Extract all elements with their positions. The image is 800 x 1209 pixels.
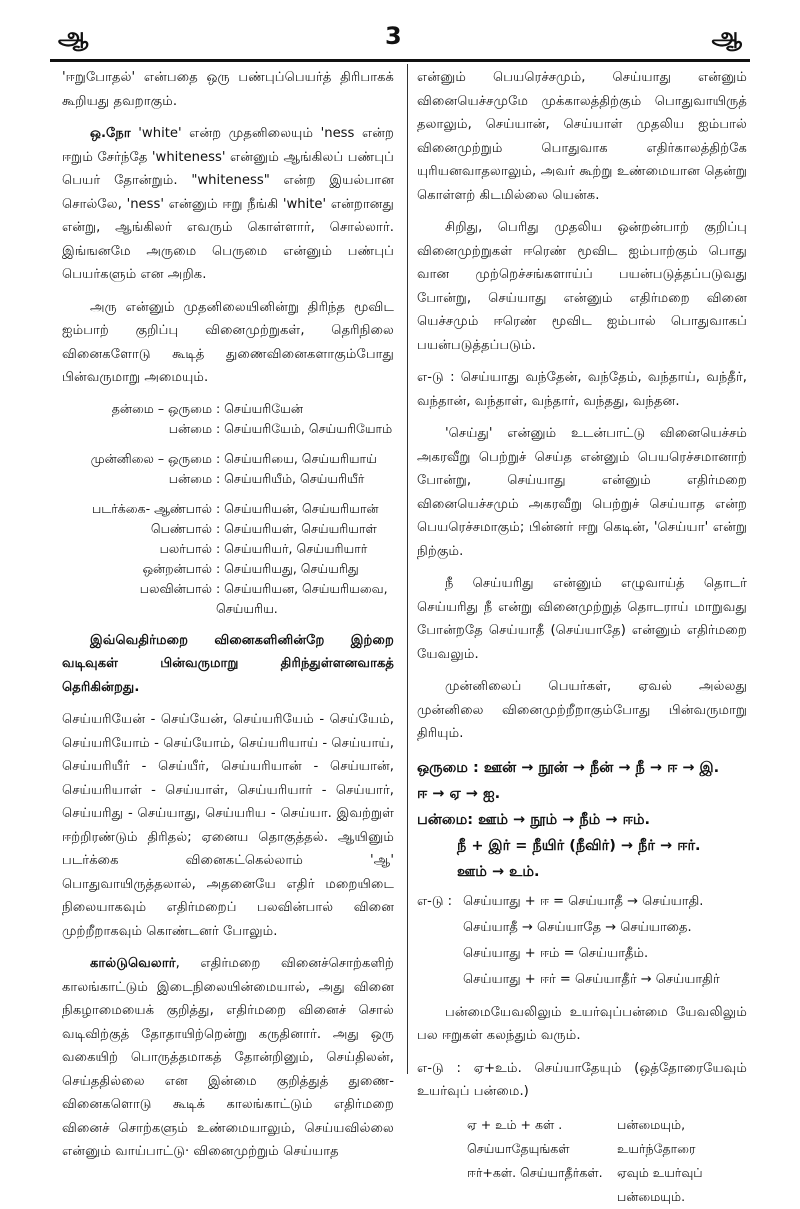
table-value: : செய்யரியேன் [216, 400, 303, 416]
paragraph: முன்னிலைப் பெயர்கள், ஏவல் அல்லது முன்னிலை வினைமுற்றீறாகும்போது பின்வருமாறு திரியும். [417, 679, 747, 741]
table-value: செய்யரிய. [216, 600, 278, 616]
paragraph: என்னும் பெயரெச்சமும், செய்யாது என்னும் வினையெச்சமுமே முக்காலத்திற்கும் பொதுவாயிருத் தலாலும், செய்யான், செய்யாள் முதலிய ஐம்பால் வினைமுற்றும் பொதுவாக எதிர்காலத்திற்கே யுரியனவாதலாலும், அவர் கூற்று உண்மையான தென்று கொள்ளற் கிடமில்லை யென்க. [417, 70, 747, 203]
paragraph [62, 122, 394, 287]
grid-cell: உயர்ந்தோரை [617, 1140, 696, 1156]
grid-cell: செய்யாதேயுங்கள் [467, 1140, 570, 1156]
equation-row [417, 889, 747, 915]
page-number: 3 [385, 22, 402, 50]
table-spacer [62, 439, 394, 449]
grid-row [467, 1137, 747, 1161]
table-label: பன்மை [168, 420, 212, 436]
right-column [417, 66, 747, 1209]
table-label: பலவின்பால் [139, 580, 212, 596]
grid-cell: ஏவும் உயர்வுப் [617, 1164, 703, 1180]
equation: செய்யாது + ஈர் = செய்யாதீர் → செய்யாதிர் [463, 971, 720, 987]
table-row [62, 469, 394, 489]
table-label: பெண்பால் [150, 520, 212, 536]
derivation-line: பன்மை: ஊம் → நூம் → நீம் → ஈம். [417, 811, 650, 828]
derivation-line: ஒருமை : ஊன் → நூன் → நீன் → நீ → ஈ → இ. [417, 759, 720, 776]
paragraph: நீ செய்யரிது என்னும் எழுவாய்த் தொடர் செய்யரிது நீ என்று வினைமுற்றுத் தொடராய் மாறுவது போன்றதே செய்யாதீ (செய்யாதே) என்னும் எதிர்மறை யேவலும். [417, 576, 747, 662]
paragraph: இவ்வெதிர்மறை வினைகளினின்றே இற்றை வடிவுகள் பின்வருமாறு திரிந்துள்ளனவாகத் தெரிகின்றது. [62, 632, 394, 695]
paragraph: 'செய்து' என்னும் உடன்பாட்டு வினையெச்சம் அகரவீறு பெற்றுச் செய்த என்னும் பெயரெச்சமானாற் போன்று, செய்யாது என்னும் எதிர்மறை வினையெச்சமும் அகரவீறு பெற்றுச் செய்யாத என்ற பெயரெச்சமாகும்; பின்னர் ஈறு கெடின், 'செய்யா' என்று நிற்கும். [417, 426, 747, 559]
table-row [62, 519, 394, 539]
equation: செய்யாதீ → செய்யாதே → செய்யாதை. [463, 919, 692, 935]
table-row [62, 499, 394, 519]
table-row [62, 399, 394, 419]
table-label [62, 599, 216, 619]
table-value: : செய்யரியை, செய்யரியாய் [216, 450, 377, 466]
grid-row [467, 1185, 747, 1209]
derivation-line: நீ + இர் = நீயிர் (நீவிர்) → நீர் → ஈர். [457, 837, 701, 854]
table-row [62, 539, 394, 559]
paragraph: சிறிது, பெரிது முதலிய ஒன்றன்பாற் குறிப்பு வினைமுற்றுகள் ஈரெண் மூவிட ஐம்பாற்கும் பொது வான முற்றெச்சங்களாய்ப் பயன்படுத்தப்படுவது போன்று, செய்யாது என்னும் எதிர்மறை வினை யெச்சமும் ஈரெண் மூவிட ஐம்பால் பொதுவாகப் பயன்படுத்தப்படும். [417, 220, 747, 353]
equation-row [417, 915, 747, 941]
table-value: : செய்யரியர், செய்யரியார் [216, 540, 368, 556]
paragraph-text: 'white' என்ற முதனிலையும் 'ness என்ற ஈறும் சேர்ந்தே 'whiteness' என்னும் ஆங்கிலப் பண்புப் பெயர் தோன்றும். "whiteness" என்ற இயல்பான சொல்லே, 'ness' என்னும் ஈறு நீங்கி 'white' என்றானது என்று, ஆங்கிலர் எவரும் கொள்ளார், சொல்லார். இங்ஙனமே அருமை பெருமை என்னும் பண்புப் பெயர்களும் என அறிக. [62, 126, 394, 282]
grid-cell: ஈர்+கள். செய்யாதீர்கள். [467, 1164, 603, 1180]
derivation-line: ஈ → ஏ → ஐ. [417, 785, 501, 802]
grid-row [467, 1161, 747, 1185]
grid-cell: ஏ + உம் + கள் . [467, 1116, 563, 1132]
table-value: : செய்யரியன், செய்யரியான் [216, 500, 379, 516]
derivation-line: ஊம் → உம். [457, 863, 540, 880]
table-row [62, 419, 394, 439]
table-label: முன்னிலை – ஒருமை [90, 450, 212, 466]
grid-cell: பன்மையும், [617, 1116, 686, 1132]
table-row [62, 559, 394, 579]
paragraph-text: , எதிர்மறை வினைச்சொற்களிற் காலங்காட்டும் இடைநிலையின்மையால், அது வினை நிகழாமையைக் குறித்து, எதிர்மறை வினைச் சொல் வடிவிற்குத் தோதாயிற்றென்று கருதினார். அது ஒரு வகையிற் பொருத்தமாகத் தோன்றினும், செய்திலன், செய்ததில்லை என இன்மை குறித்துத் துணை- வினைகளொடு கூடிக் காலங்காட்டும் எதிர்மறை வினைச் சொற்களும் உண்மையாலும், செய்யவில்லை என்னும் வாய்பாட்டு· வினைமுற்றும் செய்யாத [62, 956, 394, 1159]
table-value: : செய்யரியீம், செய்யரியீர் [216, 470, 365, 486]
paragraph: அரு என்னும் முதனிலையினின்று திரிந்த மூவிட ஐம்பாற் குறிப்பு வினைமுற்றுகள், தெரிநிலை வினைகளோடு கூடித் துணைவினைகளாகும்போது பின்வருமாறு அமையும். [62, 299, 394, 385]
paragraph: செய்யரியேன் - செய்யேன், செய்யரியேம் - செய்யேம், செய்யரியோம் - செய்யோம், செய்யரியாய் - செய்யாய், செய்யரியீர் - செய்யீர், செய்யரியான் - செய்யான், செய்யரியாள் - செய்யாள், செய்யரியார் - செய்யார், செய்யரிது - செய்யாது, செய்யரிய - செய்யா. இவற்றுள் ஈற்றிரண்டும் திரிதல்; ஏனைய தொகுத்தல். ஆயினும் படர்க்கை வினைகட்கெல்லாம் 'ஆ' பொதுவாயிருத்தலால், அதனையே எதிர் மறையிடை நிலையாகவும் எதிர்மறைப் பலவின்பால் வினை முற்றீறாகவும் கொண்டனர் போலும். [62, 712, 394, 939]
column-divider [407, 64, 408, 1074]
example-grid [417, 1113, 747, 1209]
equation-row [417, 941, 747, 967]
header-rule [50, 59, 750, 62]
table-label: பலர்பால் [159, 540, 212, 556]
equation: செய்யாது + ஈ = செய்யாதீ → செய்யாதி. [463, 893, 704, 909]
table-row [62, 449, 394, 469]
table-label: ஒன்றன்பால் [142, 560, 212, 576]
table-label: தன்மை – ஒருமை [111, 400, 212, 416]
equation-row [417, 967, 747, 993]
header-left-glyph: ஆ [58, 22, 89, 50]
paragraph-lead: ஒ.நோ [90, 126, 131, 141]
example-equations [417, 889, 747, 993]
grid-cell: பன்மையும். [617, 1188, 686, 1204]
paragraph [62, 952, 394, 1164]
table-value: : செய்யரியள், செய்யரியாள் [216, 520, 377, 536]
table-label: பன்மை [168, 470, 212, 486]
example-line: எ-டு : ஏ+உம். செய்யாதேயும் (ஒத்தோரையேவும் உயர்வுப் பன்மை.) [417, 1060, 747, 1099]
paragraph: 'ஈறுபோதல்' என்பதை ஒரு பண்புப்பெயர்த் திரிபாகக் கூறியது தவறாகும். [62, 70, 394, 109]
table-row [62, 579, 394, 599]
table-value: : செய்யரியேம், செய்யரியோம் [216, 420, 393, 436]
example-label: எ-டு : [417, 893, 452, 909]
table-row [62, 599, 394, 619]
grid-cell [467, 1185, 617, 1209]
table-value: : செய்யரியது, செய்யரிது [216, 560, 359, 576]
header-right-glyph: ஆ [711, 22, 742, 50]
table-spacer [62, 489, 394, 499]
paragraph: பன்மையேவலிலும் உயர்வுப்பன்மை யேவலிலும் பல ஈறுகள் கலந்தும் வரும். [417, 1004, 747, 1043]
table-label: படர்க்கை- ஆண்பால் [91, 500, 212, 516]
page-header [0, 22, 800, 52]
grid-row [467, 1113, 747, 1137]
table-value: : செய்யரியன, செய்யரியவை, [216, 580, 388, 596]
left-column [62, 66, 394, 1173]
conjugation-table [62, 399, 394, 619]
example-line: எ-டு : செய்யாது வந்தேன், வந்தேம், வந்தாய், வந்தீர், வந்தான், வந்தாள், வந்தார், வந்தது, வந்தன. [417, 370, 747, 409]
paragraph-lead: கால்டுவெலார் [90, 956, 176, 971]
equation: செய்யாது + ஈம் = செய்யாதீம். [463, 945, 649, 961]
